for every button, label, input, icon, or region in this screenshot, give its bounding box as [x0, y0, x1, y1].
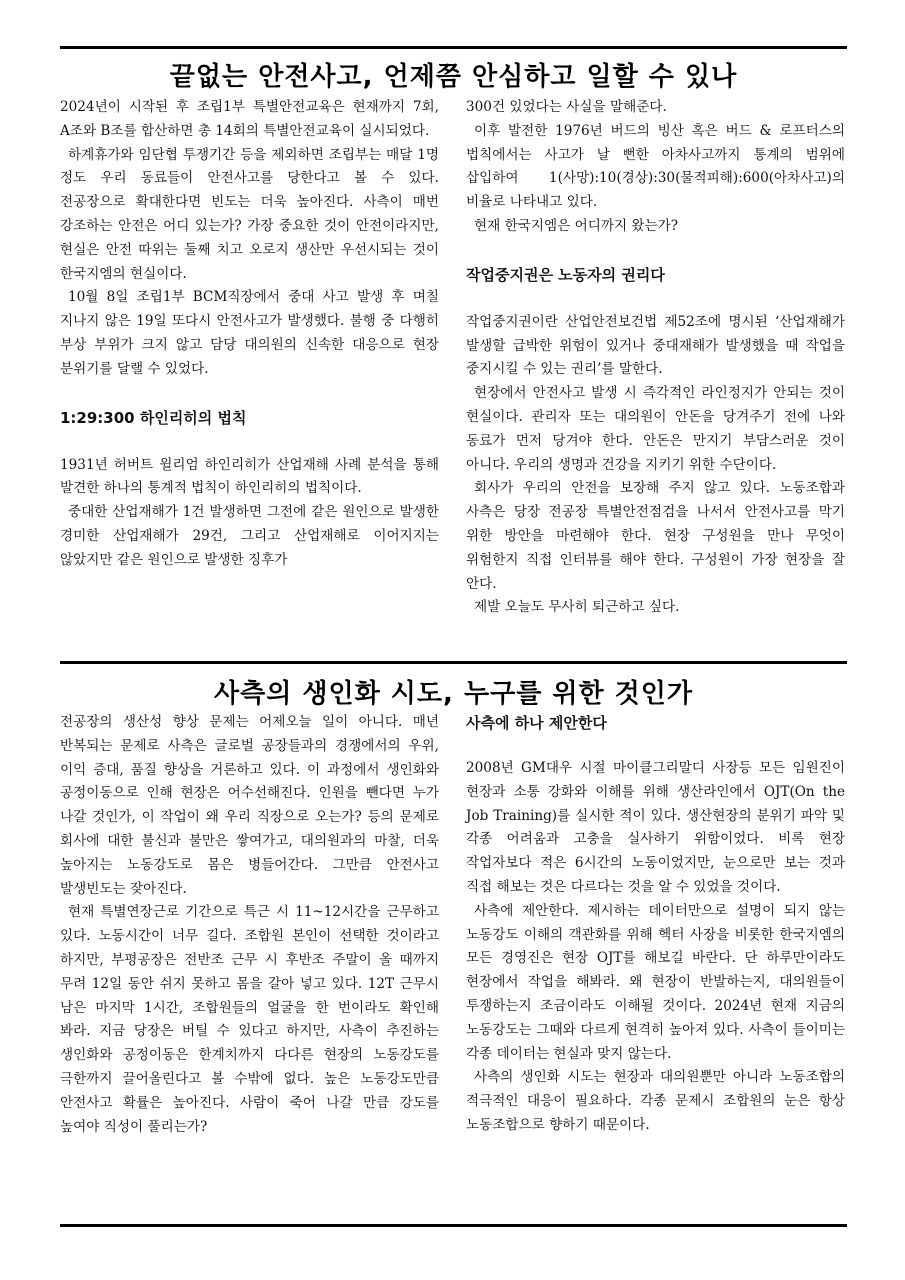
subheading-heinrich-law: 1:29:300 하인리히의 법칙 — [60, 408, 247, 427]
paragraph: 10월 8일 조립1부 BCM직장에서 중대 사고 발생 후 며칠 지나지 않은 19일 또다시 안전사고가 발생했다. 불행 중 다행히 부상 부위가 크지 않고 담당 대의원의 신속한 대응으로 현장 분위기를 달랠 수 있었다. — [60, 289, 439, 377]
article2-column-left — [60, 711, 439, 1139]
paragraph: 사측에 제안한다. 제시하는 데이터만으로 설명이 되지 않는 노동강도 이해의 객관화를 위해 헥터 사장을 비롯한 한국지엠의 모든 경영진은 현장 OJT를 해보길 바란다. 단 하루만이라도 현장에서 작업을 해봐라. 왜 현장이 반발하는지, 대의원들이 투쟁하는지 조금이라도 이해될 것이다. 2024년 현재 지금의 노동강도는 그때와 다르게 현격히 높아져 있다. 사측이 들이미는 각종 데이터는 현실과 맞지 않는다. — [466, 902, 845, 1062]
paragraph: 300건 있었다는 사실을 말해준다. — [466, 99, 667, 115]
paragraph: 회사가 우리의 안전을 보장해 주지 않고 있다. 노동조합과 사측은 당장 전공장 특별안전점검을 나서서 안전사고를 막기 위한 방안을 마련해야 한다. 현장 구성원을 만나 무엇이 위험한지 직접 인터뷰를 해야 한다. 구성원이 가장 현장을 잘 안다. — [466, 480, 845, 592]
article1-column-right — [466, 96, 845, 620]
paragraph: 전공장의 생산성 향상 문제는 어제오늘 일이 아니다. 매년 반복되는 문제로 사측은 글로벌 공장들과의 경쟁에서의 우위, 이익 증대, 품질 향상을 거론하고 있다. 이 과정에서 생인화와 공정이동으로 인해 현장은 어수선해진다. 인원을 뺀다면 누가 나갈 것인가, 이 작업이 왜 우리 직장으로 오는가? 등의 문제로 회사에 대한 불신과 불만은 쌓여가고, 대의원과의 마찰, 더욱 높아지는 노동강도로 몸은 병들어간다. 그만큼 안전사고 발생빈도는 잦아진다. — [60, 714, 439, 897]
subheading-work-stop-right: 작업중지권은 노동자의 권리다 — [466, 265, 665, 284]
top-rule — [60, 46, 847, 49]
article1-title: 끝없는 안전사고, 언제쯤 안심하고 일할 수 있나 — [169, 62, 738, 92]
paragraph: 중대한 산업재해가 1건 발생하면 그전에 같은 원인으로 발생한 경미한 산업재해가 29건, 그리고 산업재해로 이어지지는 않았지만 같은 원인으로 발생한 징후가 — [60, 504, 439, 568]
subheading-proposal: 사측에 하나 제안한다 — [466, 714, 607, 732]
paragraph: 제발 오늘도 무사히 퇴근하고 싶다. — [474, 599, 680, 616]
paragraph: 2008년 GM대우 시절 마이클그리말디 사장등 모든 임원진이 현장과 소통 강화와 이해를 위해 생산라인에서 OJT(On the Job Training)를 실시한 적이 있다. 생산현장의 분위기 파악 및 각종 어려움과 고충을 실사하기 위함이었다. 비록 현장 작업자보다 적은 6시간의 노동이었지만, 눈으로만 보는 것과 직접 해보는 것은 다르다는 것을 알 수 있었을 것이다. — [466, 760, 845, 895]
bottom-rule — [60, 1224, 847, 1227]
paragraph: 이후 발전한 1976년 버드의 빙산 혹은 버드 & 로프터스의 법칙에서는 사고가 날 뻔한 아차사고까지 통계의 범위에 삽입하여 1(사망):10(경상):30(물적피해):600(아차사고)의 비율로 나타내고 있다. — [466, 122, 845, 211]
paragraph: 사측의 생인화 시도는 현장과 대의원뿐만 아니라 노동조합의 적극적인 대응이 필요하다. 각종 문제시 조합원의 눈은 항상 노동조합으로 향하기 때문이다. — [466, 1069, 845, 1133]
middle-rule — [60, 661, 847, 664]
paragraph: 작업중지권이란 산업안전보건법 제52조에 명시된 ‘산업재해가 발생할 급박한 위험이 있거나 중대재해가 발생했을 때 작업을 중지시킬 수 있는 권리’를 말한다. — [466, 313, 845, 378]
paragraph: 현장에서 안전사고 발생 시 즉각적인 라인정지가 안되는 것이 현실이다. 관리자 또는 대의원이 안돈을 당겨주기 전에 나와 동료가 먼저 당겨야 한다. 안돈은 만지기 부담스러운 것이 아니다. 우리의 생명과 건강을 지키기 위한 수단이다. — [466, 385, 845, 473]
paragraph: 하계휴가와 임단협 투쟁기간 등을 제외하면 조립부는 매달 1명 정도 우리 동료들이 안전사고를 당한다고 볼 수 있다. 전공장으로 확대한다면 빈도는 더욱 높아진다. 사측이 매번 강조하는 안전은 어디 있는가? 가장 중요한 것이 안전이라지만, 현실은 안전 따위는 둘째 치고 오로지 생산만 우선시되는 것이 한국지엠의 현실이다. — [60, 146, 439, 282]
paragraph: 현재 한국지엠은 어디까지 왔는가? — [474, 217, 679, 234]
paragraph: 현재 특별연장근로 기간으로 특근 시 11~12시간을 근무하고 있다. 노동시간이 너무 길다. 조합원 본인이 선택한 것이라고 하지만, 부평공장은 전반조 근무 시 후반조 주말이 올 때까지 무려 12일 동안 쉬지 못하고 몸을 갈아 넣고 있다. 12T 근무시 남은 마지막 1시간, 조합원들의 얼굴을 한 번이라도 확인해 봐라. 지금 당장은 버틸 수 있다고 하지만, 사측이 추진하는 생인화와 공정이동은 한계치까지 다다른 현장의 노동강도를 극한까지 끌어올린다고 볼 수밖에 없다. 높은 노동강도만큼 안전사고 확률은 높아진다. 사람이 죽어 나갈 만큼 강도를 높여야 직성이 풀리는가? — [60, 904, 439, 1135]
article2-column-right — [466, 711, 845, 1138]
paragraph: 1931년 허버트 윌리엄 하인리히가 산업재해 사례 분석을 통해 발견한 하나의 통계적 법칙이 하인리히의 법칙이다. — [60, 456, 439, 497]
article2-title: 사측의 생인화 시도, 누구를 위한 것인가 — [214, 679, 693, 709]
article1-column-left — [60, 96, 439, 573]
paragraph: 2024년이 시작된 후 조립1부 특별안전교육은 현재까지 7회, A조와 B조를 합산하면 총 14회의 특별안전교육이 실시되었다. — [60, 99, 439, 139]
